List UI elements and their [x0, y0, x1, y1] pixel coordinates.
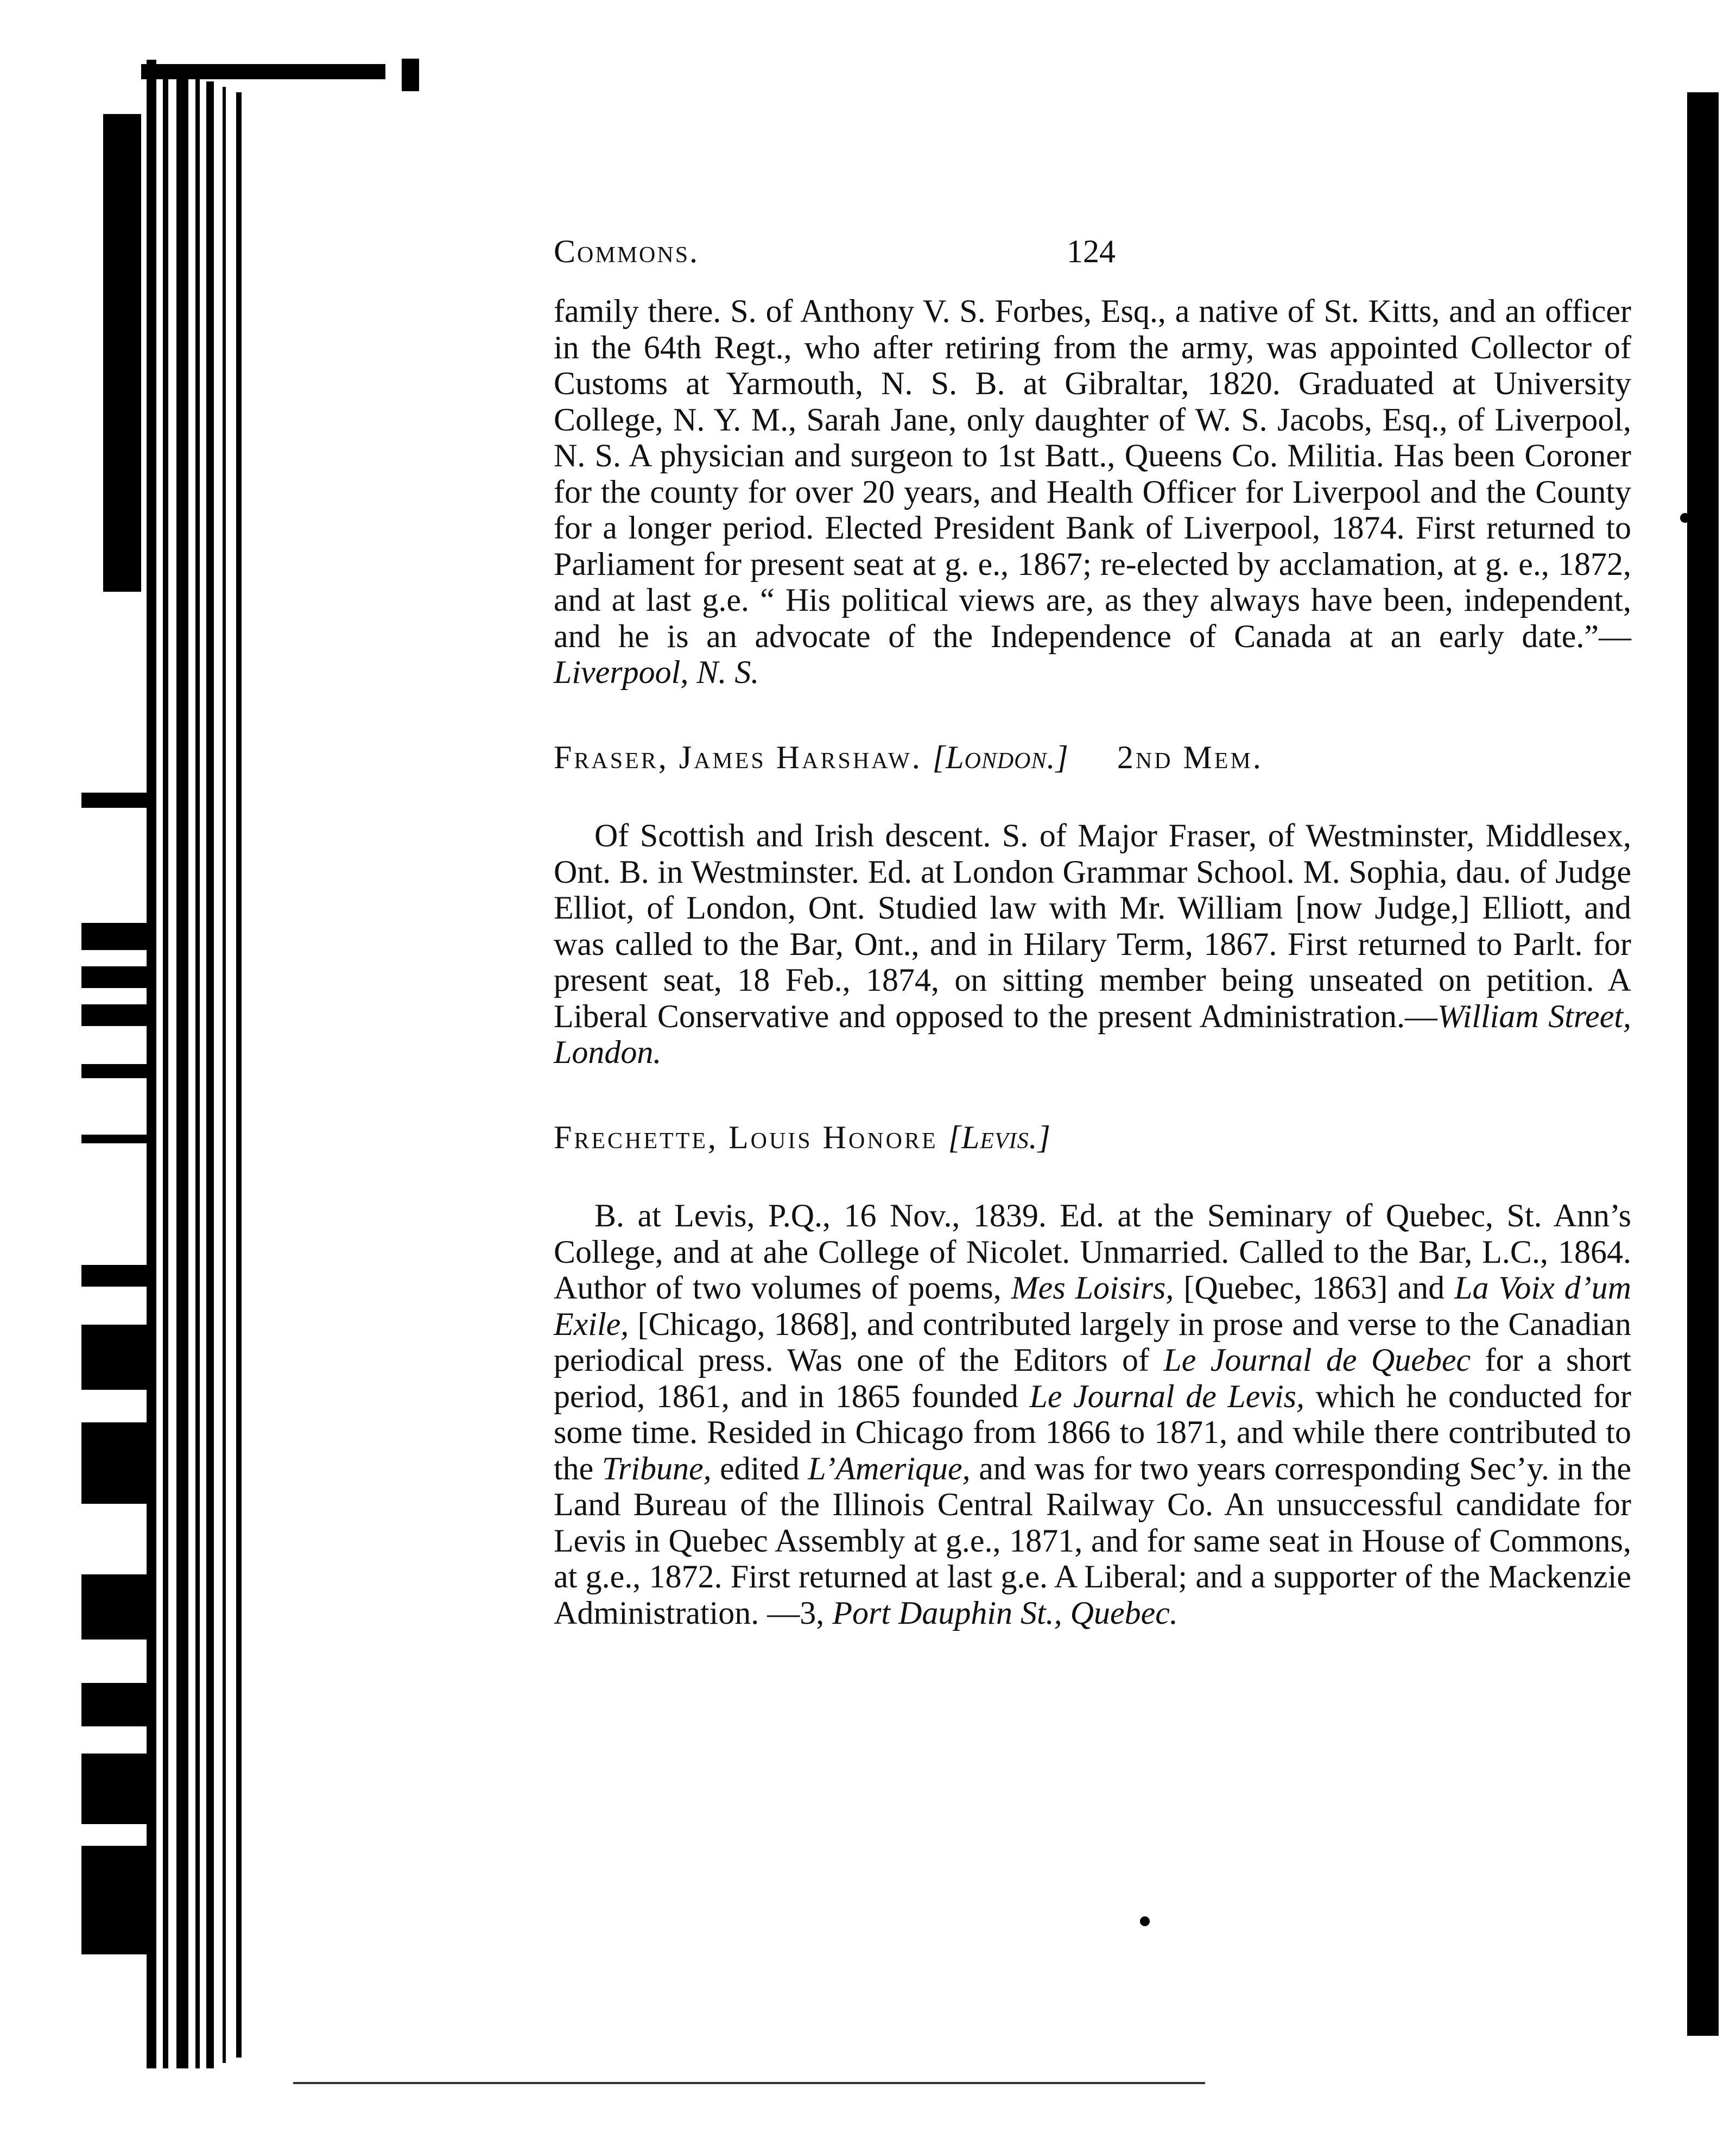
page-number: 124: [1067, 233, 1116, 269]
entry-address: Port Dauphin St., Quebec.: [832, 1594, 1178, 1631]
constituency: [London.]: [932, 739, 1069, 775]
running-head-section: Commons.: [554, 233, 700, 269]
entry-text: Of Scottish and Irish descent. S. of Major Fraser, of Westminster, Middlesex, Ont. B. in Westminster. Ed. at London Grammar School. M. Sophia, dau. of Judge Elliot, of London, Ont. Studied law with Mr. William [now Judge,] Elliott, and was called to the Bar, Ont., and in Hilary Term, 1867. First returned to Parlt. for present seat, 18 Feb., 1874, on sitting member being unseated on petition. A Liberal Conservative and opposed to the present Administration.—: [554, 818, 1631, 1034]
running-head: [554, 233, 1631, 293]
forbes-entry-continuation: [554, 293, 1631, 691]
scan-bottom-rule: [293, 2082, 1205, 2084]
scan-speck: [1140, 1916, 1150, 1926]
entry-text: family there. S. of Anthony V. S. Forbes, Esq., a native of St. Kitts, and an officer in the 64th Regt., who after retiring from the army, was appointed Collector of Customs at Yarmouth, N. S. B. at Gibraltar, 1820. Graduated at University College, N. Y. M., Sarah Jane, only daughter of W. S. Jacobs, Esq., of Liverpool, N. S. A physician and surgeon to 1st Batt., Queens Co. Militia. Has been Coroner for the county for over 20 years, and Health Officer for Liverpool and the County for a longer period. Elected President Bank of Liverpool, 1874. First returned to Parliament for present seat at g. e., 1867; re-elected by acclamation, at g. e., 1872, and at last g.e. “ His political views are, as they always have been, independent, and he is an advocate of the Independence of Canada at an early date.”—: [554, 293, 1631, 654]
scan-right-edge: [1687, 92, 1719, 2036]
fraser-entry-heading: [554, 739, 1631, 776]
entry-text: [Chicago, 1868], and contributed largely in prose and verse to the Canadian periodical press. Was one of the Editors of: [554, 1306, 1631, 1378]
constituency: [Levis.]: [948, 1119, 1051, 1155]
frechette-entry-body: [554, 1198, 1631, 1631]
member-name: Fraser, James Harshaw.: [554, 739, 922, 775]
work-title: La Voix d’um Exile,: [554, 1270, 1631, 1342]
work-title: L’Amerique,: [808, 1450, 971, 1486]
entry-text: edited: [711, 1450, 808, 1486]
scan-binding-edge: [0, 0, 304, 2133]
entry-text: B. at Levis, P.Q., 16 Nov., 1839. Ed. at the Seminary of Quebec, St. Ann’s College, and at ahe College of Nicolet. Unmarried. Called to the Bar, L.C., 1864. Author of two volumes of poems,: [554, 1198, 1631, 1306]
entry-address: Liverpool, N. S.: [554, 654, 759, 690]
scan-speck: [1680, 513, 1690, 523]
frechette-entry-heading: [554, 1119, 1631, 1156]
member-name: Frechette, Louis Honore: [554, 1119, 938, 1155]
work-title: Mes Loisirs,: [1011, 1270, 1174, 1306]
work-title: Le Journal de Quebec: [1163, 1342, 1471, 1378]
entry-text: which he conducted for some time. Resided in Chicago from 1866 to 1871, and while there contributed to the: [554, 1378, 1631, 1486]
work-title: Tribune,: [601, 1450, 712, 1486]
book-page: [554, 233, 1631, 1631]
entry-address: William Street, London.: [554, 998, 1631, 1070]
work-title: Le Journal de Levis,: [1029, 1378, 1305, 1414]
entry-text: and was for two years corresponding Sec’y. in the Land Bureau of the Illinois Central Railway Co. An unsuccessful candidate for Levis in Quebec Assembly at g.e., 1871, and for same seat in House of Commons, at g.e., 1872. First returned at last g.e. A Liberal; and a supporter of the Mackenzie Administration. —3,: [554, 1450, 1632, 1631]
entry-text: for a short period, 1861, and in 1865 founded: [554, 1342, 1631, 1414]
member-seat: 2nd Mem.: [1117, 739, 1263, 775]
entry-text: [Quebec, 1863] and: [1174, 1270, 1455, 1306]
fraser-entry-body: [554, 818, 1631, 1071]
